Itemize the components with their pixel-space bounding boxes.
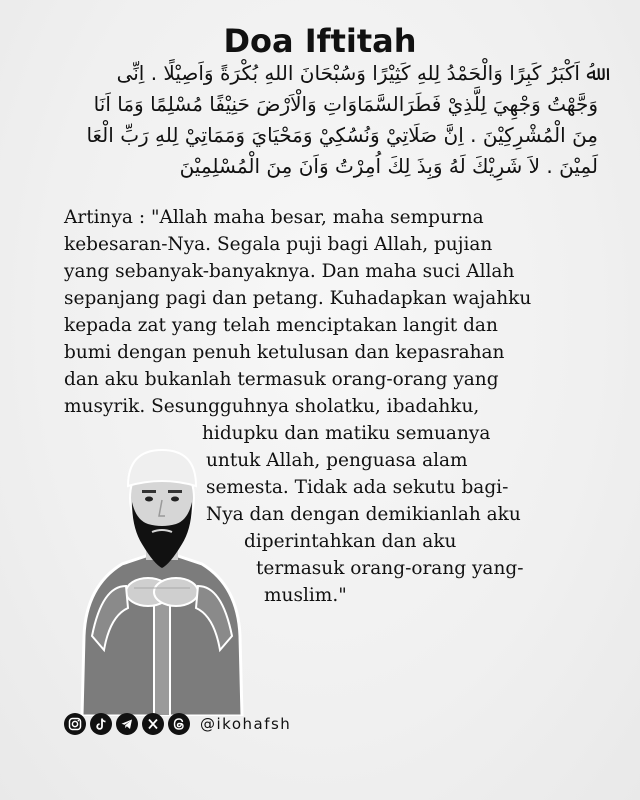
translation-line: Artinya : "Allah maha besar, maha sempurna: [64, 207, 484, 228]
translation-line: termasuk orang-orang yang-: [256, 558, 524, 579]
threads-icon[interactable]: [168, 713, 190, 735]
translation-line: kepada zat yang telah menciptakan langit dan: [64, 315, 498, 336]
translation-line: sepanjang pagi dan petang. Kuhadapkan wajahku: [64, 288, 532, 309]
translation-line: diperintahkan dan aku: [244, 531, 457, 552]
instagram-icon[interactable]: [64, 713, 86, 735]
praying-man-illustration: [62, 436, 262, 716]
social-handle[interactable]: @ikohafsh: [200, 715, 292, 733]
translation-line: dan aku bukanlah termasuk orang-orang yang: [64, 369, 499, 390]
translation-line: hidupku dan matiku semuanya: [202, 423, 491, 444]
translation-line: musyrik. Sesungguhnya sholatku, ibadahku,: [64, 396, 480, 417]
translation-line: kebesaran-Nya. Segala puji bagi Allah, pujian: [64, 234, 493, 255]
translation-line: untuk Allah, penguasa alam: [206, 450, 468, 471]
translation-line: bumi dengan penuh ketulusan dan kepasrahan: [64, 342, 505, 363]
translation-line: Nya dan dengan demikianlah aku: [206, 504, 521, 525]
social-footer: [64, 711, 291, 737]
arabic-line: مِنَ الْمُشْرِكِيْنَ . اِنَّ صَلَاتِيْ وَنُسُكِيْ وَمَحْيَايَ وَمَمَاتِيْ لِلهِ رَبِّ الْعَا: [86, 123, 598, 147]
arabic-line: لَمِيْنَ . لاَ شَرِيْكَ لَهُ وَبِذَ لِكَ اُمِرْتُ وَاَنَ مِنَ الْمُسْلِمِيْنَ: [179, 154, 598, 178]
x-icon[interactable]: [142, 713, 164, 735]
page-title: Doa Iftitah: [223, 22, 417, 60]
tiktok-icon[interactable]: [90, 713, 112, 735]
translation-line: semesta. Tidak ada sekutu bagi-: [206, 477, 509, 498]
telegram-icon[interactable]: [116, 713, 138, 735]
arabic-prayer-text: [50, 58, 598, 182]
arabic-line: وَجَّهْتُ وَجْهِيَ لِلَّذِيْ فَطَرَالسَّمَاوَاتِ وَالْاَرْضَ حَنِيْفًا مُسْلِمًا وَمَا اَنَا: [93, 92, 598, 116]
arabic-line: ﷲُ اَكْبَرُ كَبِرًا وَالْحَمْدُ لِلهِ كَثِيْرًا وَسُبْحَانَ اللهِ بُكْرَةً وَاَصِيْلًا . اِنِّى: [116, 61, 598, 85]
translation-line: muslim.": [264, 585, 347, 606]
translation-line: yang sebanyak-banyaknya. Dan maha suci Allah: [64, 261, 515, 282]
